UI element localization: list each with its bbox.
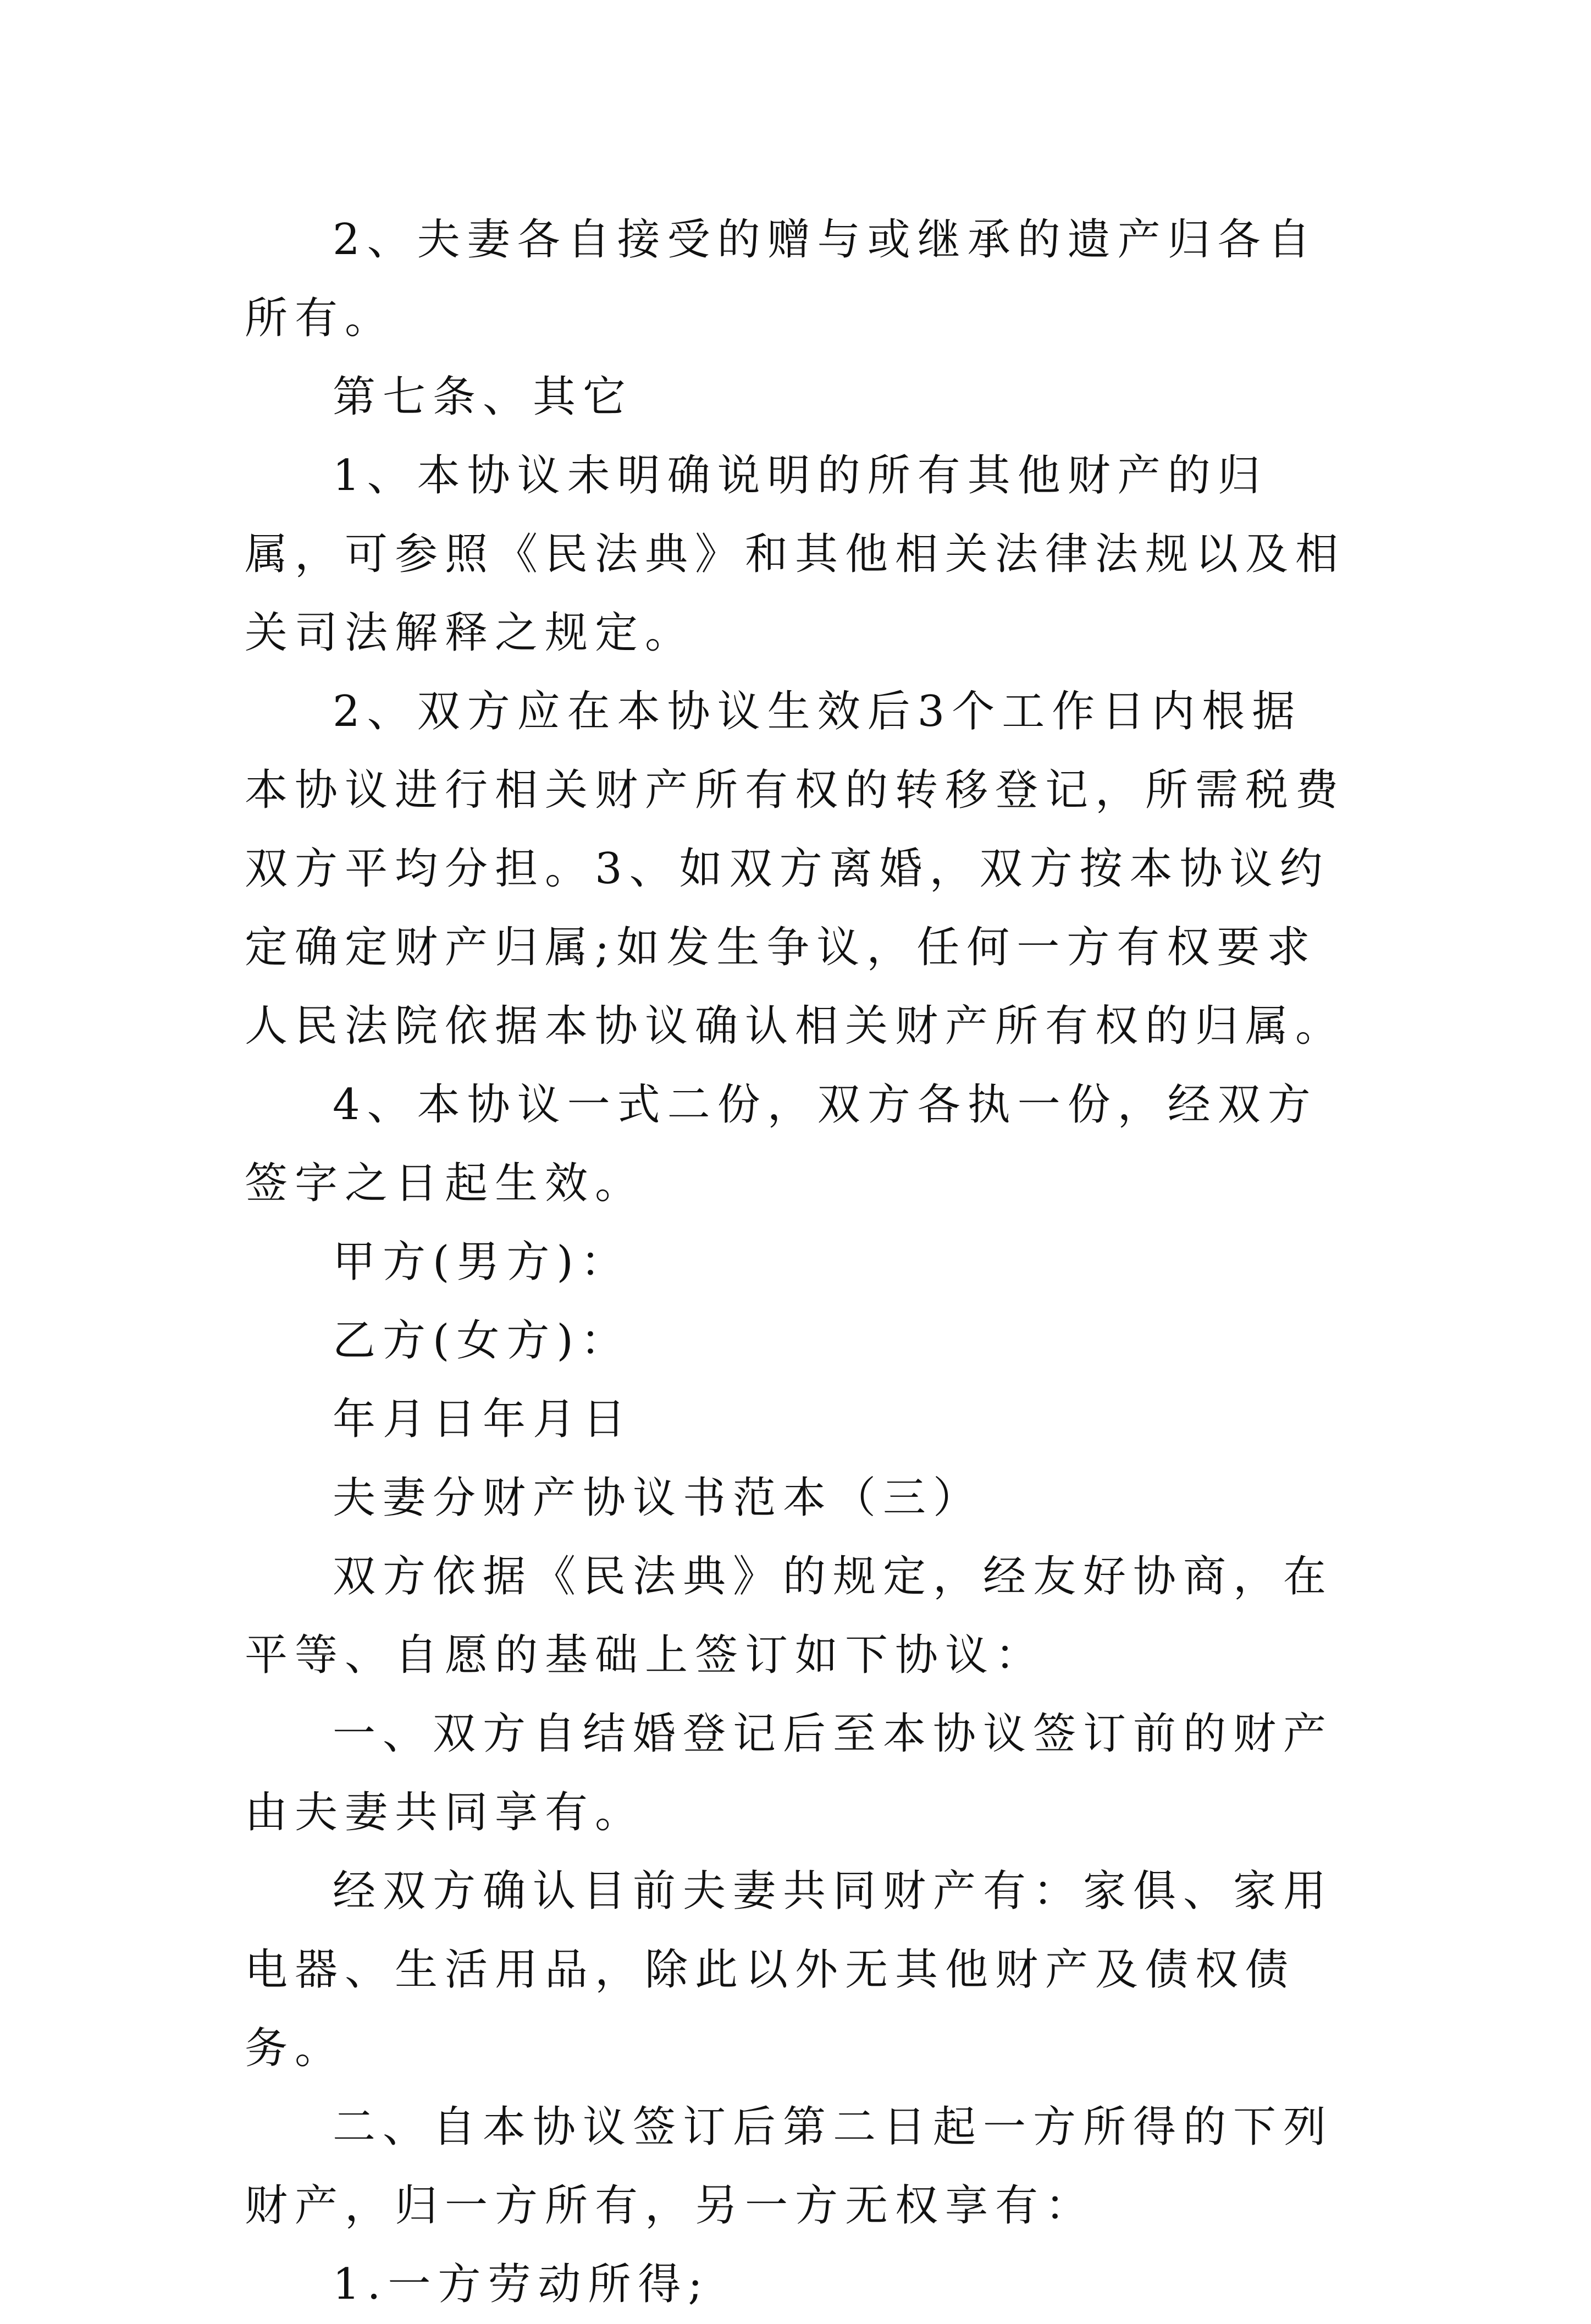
paragraph-article-one: 一、双方自结婚登记后至本协议签订前的财产由夫妻共同享有。 (245, 1709, 1334, 1837)
paragraph-joint-property: 经双方确认目前夫妻共同财产有：家俱、家用电器、生活用品，除此以外无其他财产及债权债务。 (245, 1866, 1334, 2073)
heading-article-7: 第七条、其它 (333, 372, 633, 422)
paragraph-preamble: 双方依据《民法典》的规定，经友好协商，在平等、自愿的基础上签订如下协议： (245, 1552, 1334, 1680)
paragraph-item-1: 1.一方劳动所得; (333, 2260, 710, 2309)
signature-party-a: 甲方(男方)： (333, 1237, 631, 1287)
signature-party-b: 乙方(女方)： (333, 1316, 631, 1365)
document-body (245, 201, 1350, 2324)
section-title-template-3: 夫妻分财产协议书范本（三） (333, 1473, 984, 1523)
paragraph-clause-4: 4、本协议一式二份，双方各执一份，经双方签字之日起生效。 (245, 1080, 1318, 1208)
paragraph-gift-inheritance: 2、夫妻各自接受的赠与或继承的遗产归各自所有。 (245, 215, 1318, 343)
signature-dates: 年月日年月日 (333, 1395, 633, 1444)
paragraph-article-two: 二、自本协议签订后第二日起一方所得的下列财产，归一方所有，另一方无权享有： (245, 2102, 1334, 2231)
paragraph-clause-2-3: 2、双方应在本协议生效后3个工作日内根据本协议进行相关财产所有权的转移登记，所需税费双方平均分担。3、如双方离婚，双方按本协议约定确定财产归属;如发生争议，任何一方有权要求人民法院依据本协议确认相关财产所有权的归属。 (245, 687, 1346, 1051)
paragraph-clause-1: 1、本协议未明确说明的所有其他财产的归属，可参照《民法典》和其他相关法律法规以及相关司法解释之规定。 (245, 451, 1346, 658)
